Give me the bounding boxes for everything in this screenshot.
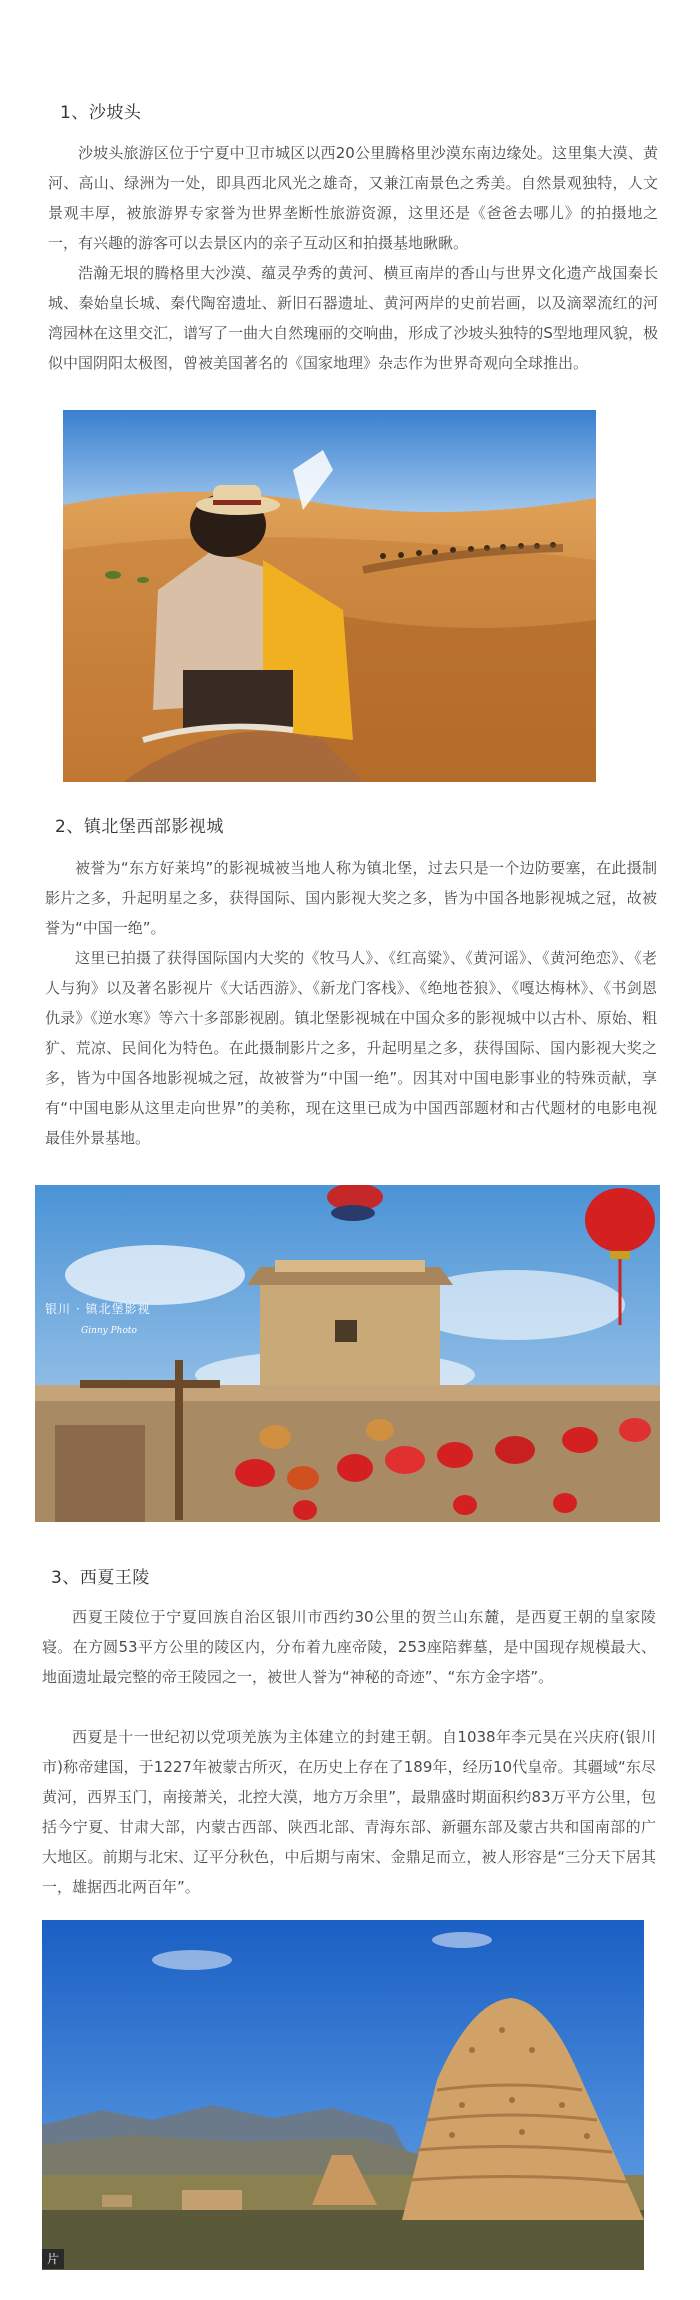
watermark-photographer: Ginny Photo xyxy=(81,1326,137,1336)
section-title-zhenbeibao: 2、镇北堡西部影视城 xyxy=(55,817,224,837)
xixia-tombs-photo xyxy=(42,1920,644,2270)
paragraph-shapotou-1: 沙坡头旅游区位于宁夏中卫市城区以西20公里腾格里沙漠东南边缘处。这里集大漠、黄河、高山、绿洲为一处，即具西北风光之雄奇，又兼江南景色之秀美。自然景观独特，人文景观丰厚，被旅游界专家誉为世界垄断性旅游资源，这里还是《爸爸去哪儿》的拍摄地之一，有兴趣的游客可以去景区内的亲子互动区和拍摄基地瞅瞅。 xyxy=(48,144,658,252)
shapotou-desert-photo xyxy=(63,410,596,782)
paragraph-zhenbeibao-1: 被誉为“东方好莱坞”的影视城被当地人称为镇北堡，过去只是一个边防要塞，在此摄制影片之多，升起明星之多，获得国际、国内影视大奖之多，皆为中国各地影视城之冠，故被誉为“中国一绝”。 xyxy=(45,859,657,937)
paragraph-zhenbeibao-2: 这里已拍摄了获得国际国内大奖的《牧马人》、《红高粱》、《黄河谣》、《黄河绝恋》、《老人与狗》以及著名影视片《大话西游》、《新龙门客栈》、《绝地苍狼》、《嘎达梅林》、《书剑恩仇录》《逆水寒》等六十多部影视剧。镇北堡影视城在中国众多的影视城中以古朴、原始、粗犷、荒凉、民间化为特色。在此摄制影片之多，升起明星之多，获得国际、国内影视大奖之多，皆为中国各地影视城之冠，故被誉为“中国一绝”。因其对中国电影事业的特殊贡献，享有“中国电影从这里走向世界”的美称，现在这里已成为中国西部题材和古代题材的电影电视最佳外景基地。 xyxy=(45,949,657,1147)
photo-corner-label: 片 xyxy=(42,2249,64,2269)
paragraph-xixia-2: 西夏是十一世纪初以党项羌族为主体建立的封建王朝。自1038年李元昊在兴庆府(银川市)称帝建国，于1227年被蒙古所灭，在历史上存在了189年，经历10代皇帝。其疆域“东尽黄河，西界玉门，南接萧关，北控大漠，地方万余里”，最鼎盛时期面积约83万平方公里，包括今宁夏、甘肃大部，内蒙古西部、陕西北部、青海东部、新疆东部及蒙古共和国南部的广大地区。前期与北宋、辽平分秋色，中后期与南宋、金鼎足而立，被人形容是“三分天下居其一，雄据西北两百年”。 xyxy=(42,1728,656,1896)
paragraph-shapotou-2: 浩瀚无垠的腾格里大沙漠、蕴灵孕秀的黄河、横亘南岸的香山与世界文化遗产战国秦长城、秦始皇长城、秦代陶窑遗址、新旧石器遗址、黄河两岸的史前岩画，以及滴翠流红的河湾园林在这里交汇，谱写了一曲大自然瑰丽的交响曲，形成了沙坡头独特的S型地理风貌，极似中国阴阳太极图，曾被美国著名的《国家地理》杂志作为世界奇观向全球推出。 xyxy=(48,264,658,372)
section-title-shapotou: 1、沙坡头 xyxy=(60,103,142,123)
section-title-xixia-tombs: 3、西夏王陵 xyxy=(51,1568,150,1588)
film-city-photo xyxy=(35,1185,660,1522)
paragraph-xixia-1: 西夏王陵位于宁夏回族自治区银川市西约30公里的贺兰山东麓，是西夏王朝的皇家陵寝。在方圆53平方公里的陵区内，分布着九座帝陵，253座陪葬墓，是中国现存规模最大、地面遗址最完整的帝王陵园之一，被世人誉为“神秘的奇迹”、“东方金字塔”。 xyxy=(42,1608,656,1686)
watermark-location: 银川 · 镇北堡影视 xyxy=(45,1302,151,1316)
